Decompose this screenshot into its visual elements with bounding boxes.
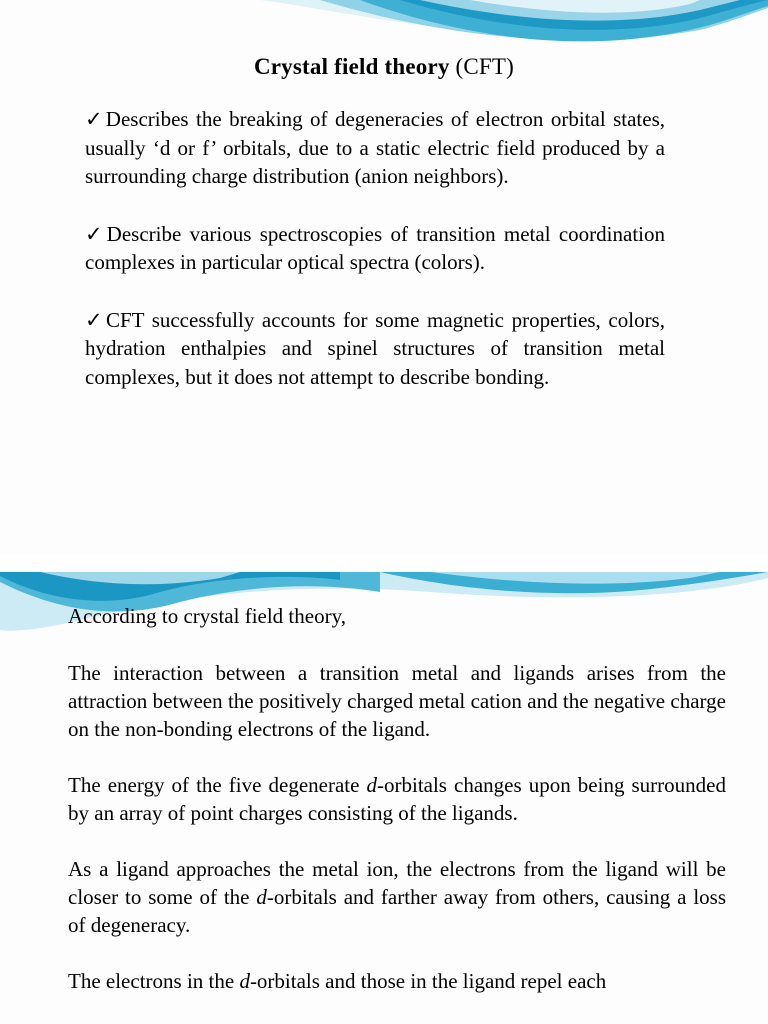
title-abbr: (CFT) — [455, 54, 515, 79]
check-icon: ✓ — [85, 221, 106, 246]
bullet-text: Describes the breaking of degeneracies of electron orbital states, usually ‘d or f’ orbitals, due to a static electric field produced by a surrounding charge distribution (anion neighbors). — [85, 107, 665, 188]
paragraph-2 — [68, 771, 726, 827]
paragraph-4-text-b: -orbitals and those in the ligand repel each — [249, 969, 607, 993]
paragraph-3-text-a: As a ligand approaches the metal ion, the electrons from the ligand will be closer to some of the — [68, 857, 726, 909]
bullet-item-3 — [85, 306, 665, 392]
slide-2-body — [68, 602, 726, 1023]
paragraph-1: The interaction between a transition metal and ligands arises from the attraction between the positively charged metal cation and the negative charge on the non-bonding electrons of the ligand. — [68, 661, 726, 741]
slide-separator — [0, 555, 768, 572]
check-icon: ✓ — [85, 307, 105, 332]
paragraph-4-italic-d: d — [239, 969, 250, 993]
paragraph-4 — [68, 967, 726, 995]
check-icon: ✓ — [85, 107, 105, 131]
bullet-item-1 — [85, 105, 665, 191]
bullet-list — [85, 105, 665, 420]
paragraph-4-text-a: The electrons in the — [68, 969, 240, 993]
title-main: Crystal field theory — [253, 54, 456, 79]
bullet-text: CFT successfully accounts for some magnetic properties, colors, hydration enthalpies and spinel structures of transition metal complexes, but it does not attempt to describe bonding. — [85, 307, 665, 389]
slide-title — [0, 54, 768, 80]
paragraph-2-italic-d: d — [366, 773, 377, 797]
paragraph-2-text-a: The energy of the five degenerate — [68, 773, 367, 797]
paragraph-3-text-b: -orbitals and farther away from others, causing a loss of degeneracy. — [68, 885, 727, 937]
slide-2 — [0, 572, 768, 1024]
paragraph-3 — [68, 855, 726, 939]
bullet-text: Describe various spectroscopies of transition metal coordination complexes in particular optical spectra (colors). — [85, 221, 665, 274]
paragraph-3-italic-d: d — [256, 885, 267, 909]
paragraph-2-text-b: -orbitals changes upon being surrounded by an array of point charges consisting of the ligands. — [68, 773, 726, 825]
bullet-item-2 — [85, 220, 665, 277]
intro-text: According to crystal field theory, — [68, 604, 346, 628]
